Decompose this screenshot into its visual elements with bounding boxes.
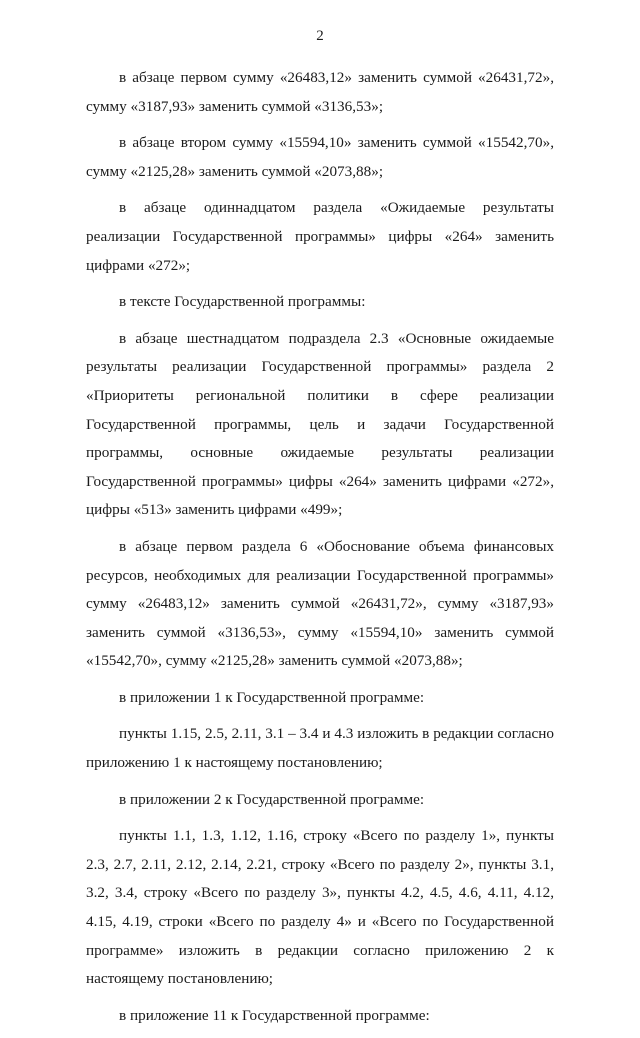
paragraph-3: в абзаце одиннадцатом раздела «Ожидаемые результаты реализации Государственной программы» цифры «264» заменить цифрами «272»; <box>86 199 554 274</box>
paragraph-8: пункты 1.15, 2.5, 2.11, 3.1 – 3.4 и 4.3 изложить в редакции согласно приложению 1 к настоящему постановлению; <box>86 725 554 772</box>
page-number: 2 <box>316 28 324 44</box>
paragraph-5: в абзаце шестнадцатом подраздела 2.3 «Основные ожидаемые результаты реализации Государственной программы» раздела 2 «Приоритеты региональной политики в сфере реализации Государственной программы, цель и задачи Государственной программы, основные ожидаемые результаты реализации Государственной программы» цифры «264» заменить цифрами «272», цифры «513» заменить цифрами «499»; <box>86 329 554 519</box>
paragraph-2: в абзаце втором сумму «15594,10» заменить суммой «15542,70», сумму «2125,28» заменить суммой «2073,88»; <box>86 134 554 180</box>
paragraph-6: в абзаце первом раздела 6 «Обоснование объема финансовых ресурсов, необходимых для реализации Государственной программы» сумму «26483,12» заменить суммой «26431,72», сумму «3187,93» заменить суммой «3136,53», сумму «15594,10» заменить суммой «15542,70», сумму «2125,28» заменить суммой «2073,88»; <box>86 537 554 670</box>
paragraph-11: в приложение 11 к Государственной программе: <box>119 1006 430 1024</box>
paragraph-9: в приложении 2 к Государственной программе: <box>119 790 425 808</box>
paragraph-10: пункты 1.1, 1.3, 1.12, 1.16, строку «Всего по разделу 1», пункты 2.3, 2.7, 2.11, 2.12, 2.14, 2.21, строку «Всего по разделу 2», пункты 3.1, 3.2, 3.4, строку «Всего по разделу 3», пункты 4.2, 4.5, 4.6, 4.11, 4.12, 4.15, 4.19, строки «Всего по разделу 4» и «Всего по Государственной программе» изложить в редакции согласно приложению 2 к настоящему постановлению; <box>86 827 554 988</box>
paragraph-4: в тексте Государственной программы: <box>119 293 366 311</box>
paragraph-7: в приложении 1 к Государственной программе: <box>119 688 425 706</box>
document-body <box>86 64 554 1038</box>
paragraph-1: в абзаце первом сумму «26483,12» заменить суммой «26431,72», сумму «3187,93» заменить суммой «3136,53»; <box>86 69 554 115</box>
